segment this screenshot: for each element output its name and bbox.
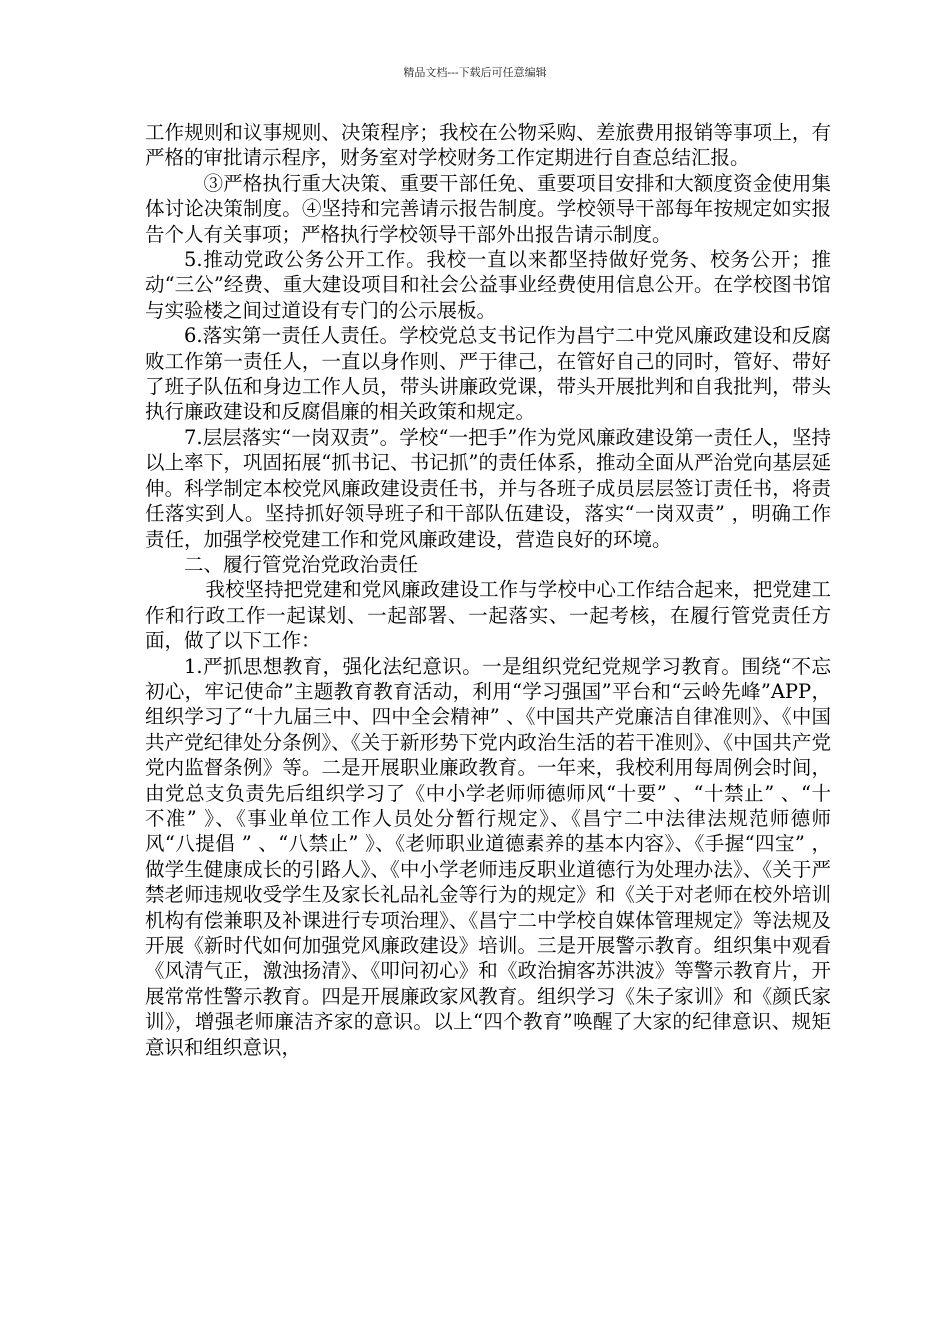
paragraph-decision-system: ③严格执行重大决策、重要干部任免、重要项目安排和大额度资金使用集体讨论决策制度。④坚持和完善请示报告制度。学校领导干部每年按规定如实报告个人有关事项；严格执行学校领导干部外出报告请示制度。: [145, 171, 831, 246]
paragraph-item-1: 1.严抓思想教育，强化法纪意识。一是组织党纪党规学习教育。围绕“不忘初心，牢记使命”主题教育教育活动，利用“学习强国”平台和“云岭先峰”APP，组织学习了“十九届三中、四中全会精神” 、《中国共产党廉洁自律准则》、《中国共产党纪律处分条例》、《关于新形势下党内政治生活的若干准则》、《中国共产党党内监督条例》等。二是开展职业廉政教育。一年来，我校利用每周例会时间，由党总支负责先后组织学习了《中小学老师师德师风“十要” 、“十禁止” 、“十不准” 》、《事业单位工作人员处分暂行规定》、《昌宁二中法律法规范师德师风“八提倡 ” 、“八禁止” 》、《老师职业道德素养的基本内容》、《手握“四宝” ，做学生健康成长的引路人》、《中小学老师违反职业道德行为处理办法》、《关于严禁老师违规收受学生及家长礼品礼金等行为的规定》和《关于对老师在校外培训机构有偿兼职及补课进行专项治理》、《昌宁二中学校自媒体管理规定》等法规及开展《新时代如何加强党风廉政建设》培训。三是开展警示教育。组织集中观看《风清气正，激浊扬清》、《叩问初心》和《政治掮客苏洪波》等警示教育片，开展常常性警示教育。四是开展廉政家风教育。组织学习《朱子家训》和《颜氏家训》，增强老师廉洁齐家的意识。以上“四个教育”唤醒了大家的纪律意识、规矩意识和组织意识，: [145, 654, 831, 1059]
paragraph-item-7: 7.层层落实“一岗双责”。学校“一把手”作为党风廉政建设第一责任人，坚持以上率下，巩固拓展“抓书记、书记抓”的责任体系，推动全面从严治党向基层延伸。科学制定本校党风廉政建设责任书，并与各班子成员层层签订责任书，将责任落实到人。坚持抓好领导班子和干部队伍建设，落实“一岗双责” ，明确工作责任，加强学校党建工作和党风廉政建设，营造良好的环境。: [145, 425, 831, 551]
page-header: 精品文档---下载后可任意编辑: [403, 66, 547, 79]
paragraph-intro: 我校坚持把党建和党风廉政建设工作与学校中心工作结合起来，把党建工作和行政工作一起谋划、一起部署、一起落实、一起考核，在履行管党责任方面，做了以下工作：: [145, 578, 831, 653]
section-heading: 二、履行管党治党政治责任: [184, 552, 419, 576]
paragraph-continued: 工作规则和议事规则、决策程序；我校在公物采购、差旅费用报销等事项上，有严格的审批请示程序，财务室对学校财务工作定期进行自查总结汇报。: [145, 121, 831, 170]
paragraph-item-5: 5.推动党政公务公开工作。我校一直以来都坚持做好党务、校务公开；推动“三公”经费、重大建设项目和社会公益事业经费使用信息公开。在学校图书馆与实验楼之间过道设有专门的公示展板。: [145, 248, 831, 322]
document-body: [145, 120, 831, 1060]
paragraph-item-6: 6.落实第一责任人责任。学校党总支书记作为昌宁二中党风廉政建设和反腐败工作第一责任人，一直以身作则、严于律己，在管好自己的同时，管好、带好了班子队伍和身边工作人员，带头讲廉政党课，带头开展批判和自我批判，带头执行廉政建设和反腐倡廉的相关政策和规定。: [145, 324, 831, 424]
